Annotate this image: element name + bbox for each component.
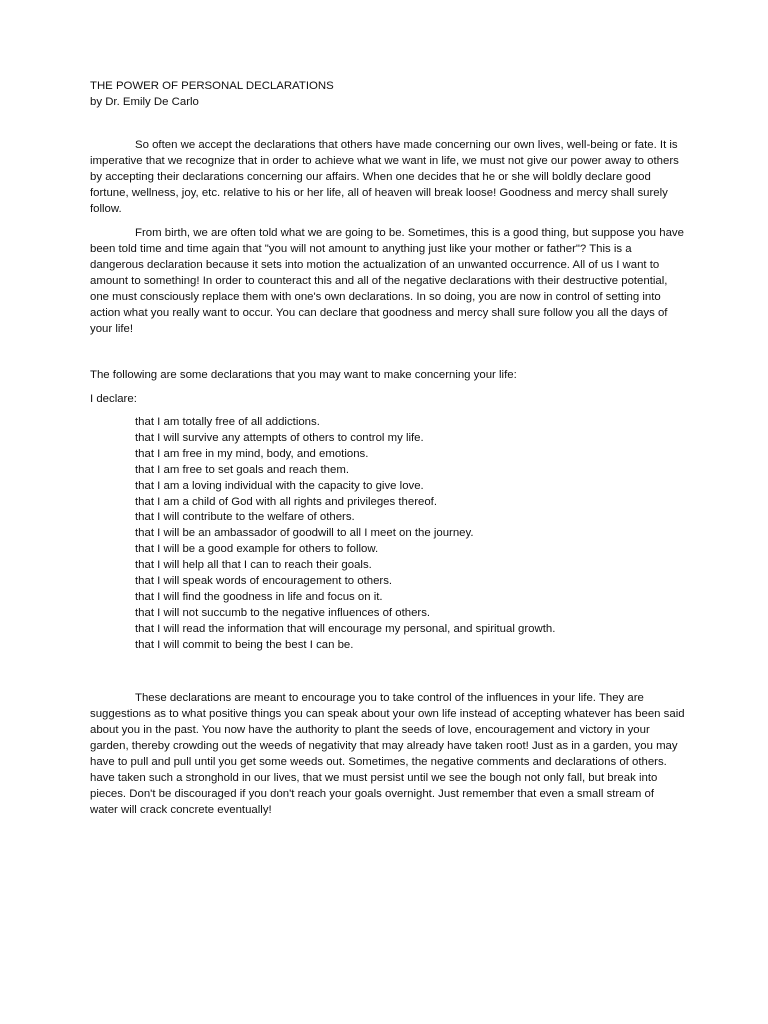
declaration-item: that I am free in my mind, body, and emotions. [135, 447, 369, 460]
declare-label: I declare: [90, 393, 137, 405]
author-line: by Dr. Emily De Carlo [90, 96, 199, 108]
declaration-item: that I will be a good example for others to follow. [135, 543, 379, 556]
declaration-item: that I will not succumb to the negative influences of others. [135, 606, 431, 619]
declaration-item: that I will help all that I can to reach their goals. [135, 559, 372, 572]
declaration-item: that I will commit to being the best I can be. [135, 638, 354, 651]
declaration-item: that I am a child of God with all rights and privileges thereof. [135, 495, 438, 508]
declaration-item: that I will find the goodness in life and focus on it. [135, 590, 383, 603]
declaration-item: that I will speak words of encouragement to others. [135, 575, 393, 588]
declarations-intro: The following are some declarations that you may want to make concerning your life: [90, 369, 517, 381]
declaration-item: that I will survive any attempts of others to control my life. [135, 431, 424, 444]
declaration-item: that I am a loving individual with the capacity to give love. [135, 479, 424, 492]
declaration-item: that I will be an ambassador of goodwill to all I meet on the journey. [135, 527, 474, 540]
declaration-item: that I am free to set goals and reach them. [135, 463, 350, 476]
declaration-item: that I will contribute to the welfare of others. [135, 511, 355, 524]
paragraph-1: So often we accept the declarations that others have made concerning our own lives, well-being or fate. It is imperative that we recognize that in order to achieve what we want in life, we must not give our power away to others by accepting their declarations concerning our affairs. When one decides that he or she will boldly declare good fortune, wellness, joy, etc. relative to his or her life, all of heaven will break loose! Goodness and mercy shall surely follow. [90, 139, 679, 215]
document-title: THE POWER OF PERSONAL DECLARATIONS [90, 80, 334, 92]
declaration-list [90, 415, 685, 654]
closing-paragraph: These declarations are meant to encourage you to take control of the influences in your life. They are suggestions as to what positive things you can speak about your own life instead of accepting whatever has been said about you in the past. You now have the authority to plant the seeds of love, encouragement and victory in your garden, thereby crowding out the weeds of negativity that may already have taken root! Just as in a garden, you may have to pull and pull until you get some weeds out. Sometimes, the negative comments and declarations of others. have taken such a stronghold in our lives, that we must persist until we see the bough not only fall, but break into pieces. Don't be discouraged if you don't reach your goals overnight. Just remember that even a small stream of water will crack concrete eventually! [90, 691, 685, 816]
paragraph-2: From birth, we are often told what we are going to be. Sometimes, this is a good thing, but suppose you have been told time and time again that "you will not amount to anything just like your mother or father"? This is a dangerous declaration because it sets into motion the actualization of an unwanted occurrence. All of us I want to amount to something! In order to counteract this and all of the negative declarations with their destructive potential, one must consciously replace them with one's own declarations. In so doing, you are now in control of setting into action what you really want to occur. You can declare that goodness and mercy shall sure follow you all the days of your life! [90, 227, 684, 335]
declaration-item: that I am totally free of all addictions. [135, 416, 320, 428]
document-body [90, 78, 685, 826]
declaration-item: that I will read the information that will encourage my personal, and spiritual growth. [135, 622, 556, 635]
